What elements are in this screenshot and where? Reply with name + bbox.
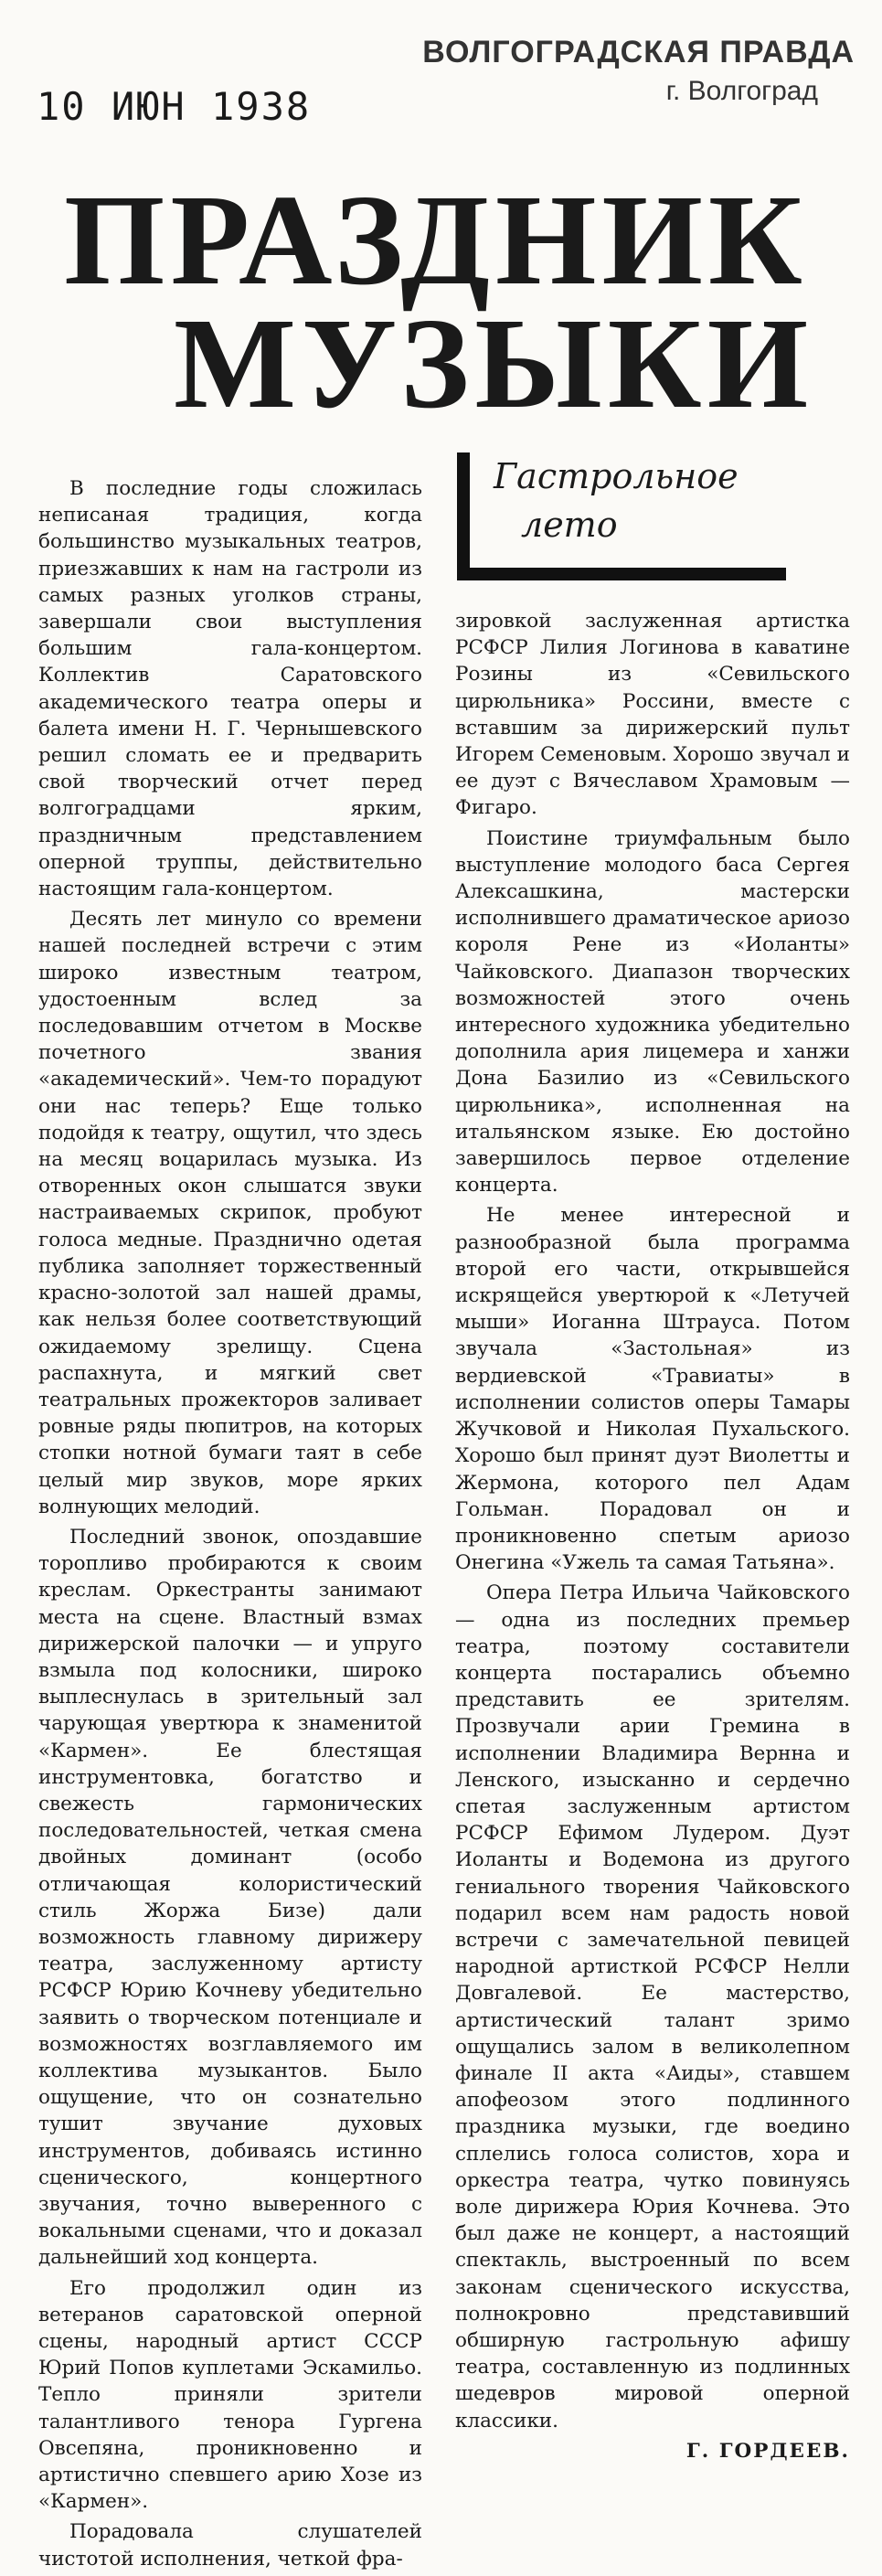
rubric-title (494, 452, 739, 549)
article-paragraph: В последние годы сложилась неписаная традиция, когда большинство музыкальных театров, приезжавших к нам на гастроли из самых разных уголков страны, завершали свои выступления большим гала-концертом. Коллектив Саратовского академического театра оперы и балета имени Н. Г. Чернышевского решил сломать ее и предварить свой творческий отчет перед волгоградцами ярким, праздничным представлением оперной труппы, действительно настоящим гала-концертом. (38, 477, 422, 901)
headline-line-2: МУЗЫКИ (174, 290, 814, 435)
headline-line-1: ПРАЗДНИК (64, 167, 808, 312)
article-paragraph: Не менее интересной и разнообразной была программа второй его части, открывшейся искрящейся увертюрой к «Летучей мыши» Иоганна Штрауса. Потом звучала «Застольная» из вердиевской «Травиаты» в исполнении солистов оперы Тамары Жучковой и Николая Пухальского. Хорошо был принят дуэт Виолетты и Жермона, которого пел Адам Гольман. Порадовал он и проникновенно спетым ариозо Онегина «Ужель та самая Татьяна». (455, 1204, 850, 1575)
newspaper-name: ВОЛГОГРАДСКАЯ ПРАВДА (422, 35, 855, 69)
article-paragraph: Поистине триумфальным было выступление молодого баса Сергея Алексашкина, мастерски исполнившего драматическое ариозо короля Рене из «Иоланты» Чайковского. Диапазон творческих возможностей этого очень интересного художника убедительно дополнила ария лицемера и ханжи Дона Базилио из «Севильского цирюльника», исполненная на итальянском языке. Ею достойно завершилось первое отделение концерта. (455, 826, 850, 1198)
rubric-line-2: лето (521, 505, 618, 546)
newspaper-city: г. Волгоград (665, 76, 818, 106)
source-stamp (422, 35, 855, 107)
author-signature: Г. ГОРДЕЕВ. (685, 2439, 850, 2463)
rubric-box (457, 452, 841, 580)
headline (64, 167, 823, 435)
article-column-right (455, 608, 850, 2464)
rubric-line-1: Гастрольное (494, 456, 739, 496)
article-paragraph: Порадовала слушателей чистотой исполнения, четкой фра- (38, 2520, 422, 2571)
article-paragraph: Его продолжил один из ветеранов саратовской оперной сцены, народный артист СССР Юрий Попов куплетами Эскамильо. Тепло приняли зрители талантливого тенора Гургена Овсепяна, проникновенно и артистично спевшего арию Хозе из «Кармен». (38, 2276, 422, 2514)
article-column-left (38, 475, 422, 2576)
rubric-bracket-vertical (457, 452, 470, 580)
rubric-bracket-horizontal (457, 568, 786, 580)
date-stamp: 10 ИЮН 1938 (37, 84, 312, 129)
article-paragraph: Десять лет минуло со времени нашей последней встречи с этим широко известным театром, удостоенным вслед за последовавшим отчетом в Москве почетного звания «академический». Чем-то порадуют они нас теперь? Еще только подойдя к театру, ощутил, что здесь на месяц воцарилась музыка. Из отворенных окон слышатся звуки настраиваемых скрипок, пробуют голоса медные. Празднично одетая публика заполняет торжественный красно-золотой зал нашей драмы, как нельзя более соответствующий ожидаемому зрелищу. Сцена распахнута, и мягкий свет театральных прожекторов заливает ровные ряды пюпитров, на которых стопки нотной бумаги таят в себе целый мир звуков, море ярких волнующих мелодий. (38, 908, 422, 1518)
article-paragraph: Опера Петра Ильича Чайковского — одна из последних премьер театра, поэтому составители концерта постарались объемно представить ее зрителям. Прозвучали арии Гремина в исполнении Владимира Вернна и Ленского, изысканно и сердечно спетая заслуженным артистом РСФСР Ефимом Лудером. Дуэт Иоланты и Водемона из другого гениального творения Чайковского подарил всем нам радость новой встречи с замечательной певицей народной артисткой РСФСР Нелли Довгалевой. Ее мастерство, артистический талант зримо ощущались залом в великолепном финале II акта «Аиды», ставшем апофеозом этого подлинного праздника музыки, где воедино сплелись голоса солистов, хора и оркестра театра, чутко повинуясь воле дирижера Юрия Кочнева. Это был даже не концерт, а настоящий спектакль, выстроенный по всем законам сценического искусства, полнокровно представивший обширную гастрольную афишу театра, составленную из подлинных шедевров мировой оперной классики. (455, 1581, 850, 2432)
article-paragraph: Последний звонок, опоздавшие торопливо пробираются к своим креслам. Оркестранты занимают места на сцене. Властный взмах дирижерской палочки — и упруго взмыла под колосники, широко выплеснулась в зрительный зал чарующая увертюра к знаменитой «Кармен». Ее блестящая инструментовка, богатство и свежесть гармонических последовательностей, четкая смена двойных доминант (особо отличающая колористический стиль Жоржа Бизе) дали возможность главному дирижеру театра, заслуженному артисту РСФСР Юрию Кочневу убедительно заявить о творческом потенциале и возможностях возглавляемого им коллектива музыкантов. Было ощущение, что он сознательно тушит звучание духовых инструментов, добиваясь истинно сценического, концертного звучания, точно выверенного с вокальными сценами, что и доказал дальнейший ход концерта. (38, 1525, 422, 2270)
article-paragraph: зировкой заслуженная артистка РСФСР Лилия Логинова в каватине Розины из «Севильского цирюльника» Россини, вместе с вставшим за дирижерский пульт Игорем Семеновым. Хорошо звучал и ее дуэт с Вячеславом Храмовым — Фигаро. (455, 610, 850, 820)
